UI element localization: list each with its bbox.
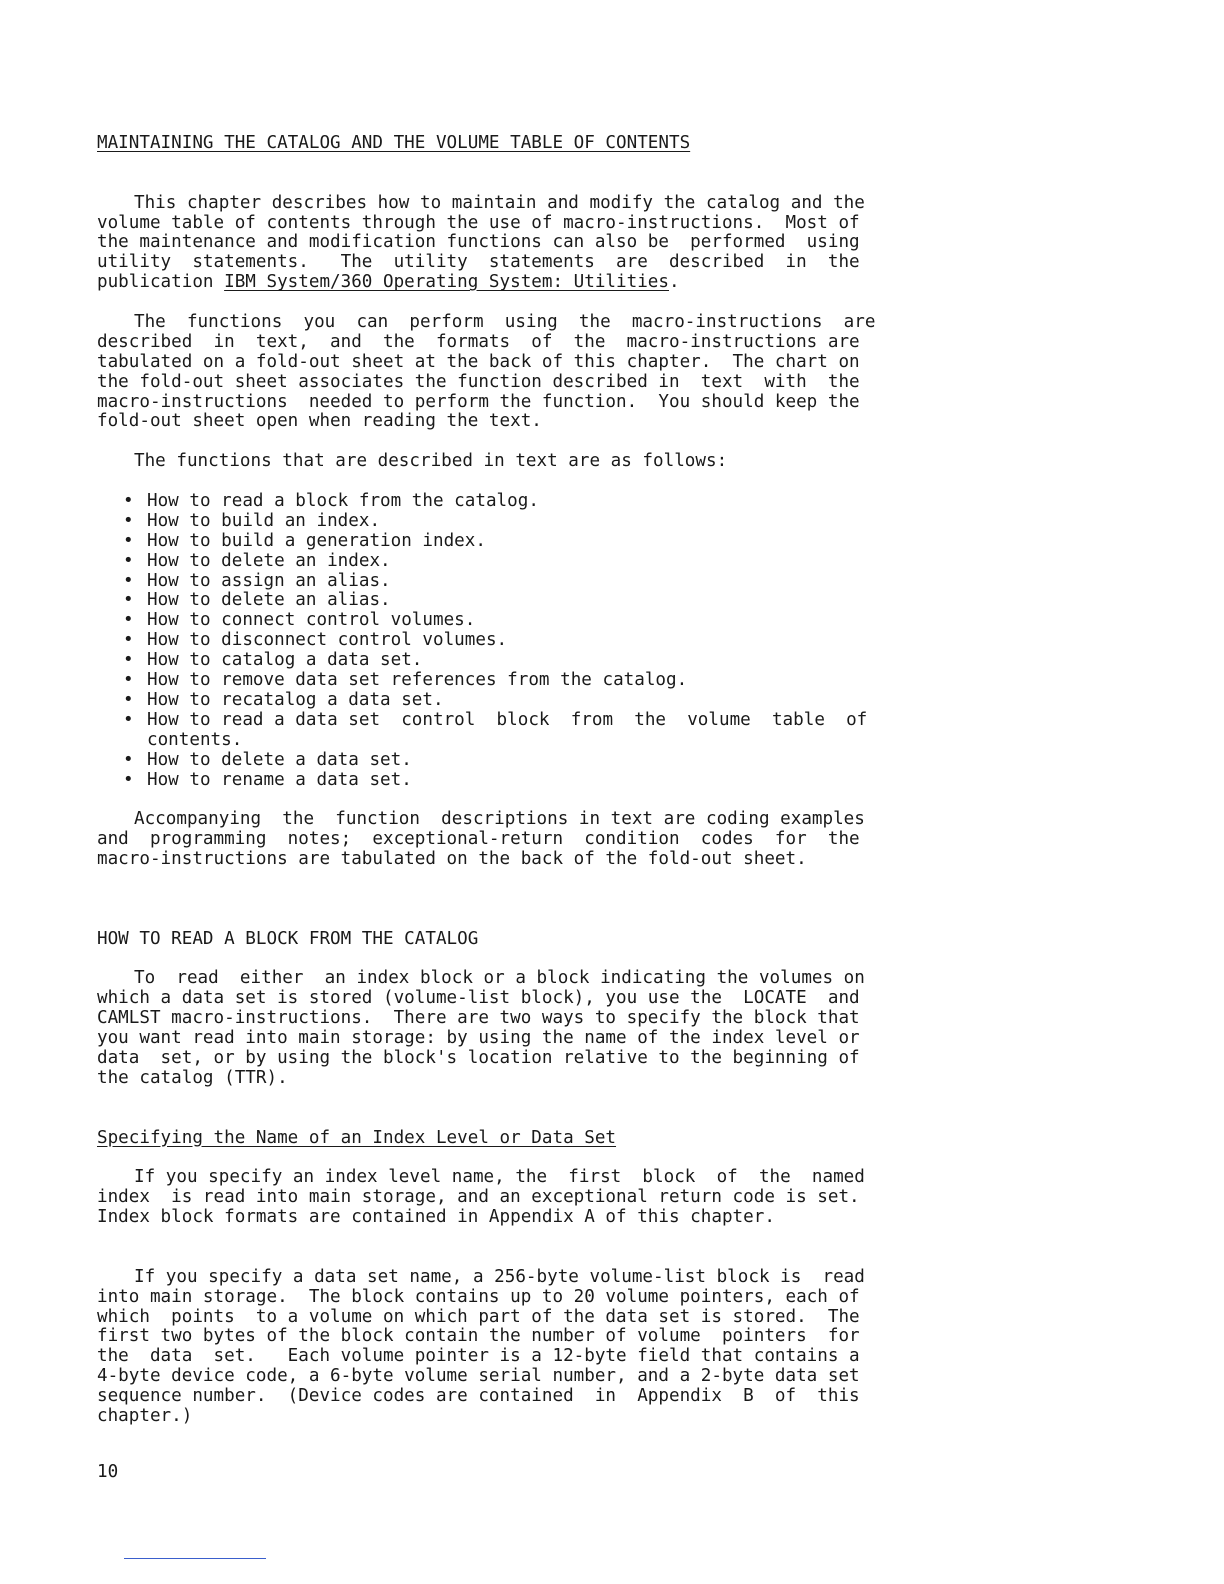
list-item	[97, 532, 970, 552]
list-item	[97, 611, 970, 631]
bullet-icon: •	[123, 610, 134, 631]
text-line: macro-instructions needed to perform the function. You should keep the	[97, 391, 860, 412]
list-item-text: How to build a generation index.	[147, 530, 486, 551]
section-heading: HOW TO READ A BLOCK FROM THE CATALOG	[97, 928, 479, 949]
text-line: described in text, and the formats of the macro-instructions are	[97, 331, 860, 352]
text-line: Accompanying the function descriptions in text are coding examples	[134, 809, 865, 830]
list-item	[97, 591, 970, 611]
bullet-icon: •	[123, 670, 134, 691]
text-span: publication	[97, 272, 225, 293]
text-line: the fold-out sheet associates the function described in text with the	[97, 371, 860, 392]
list-item	[97, 771, 970, 791]
text-line: volume table of contents through the use of macro-instructions. Most of	[97, 212, 860, 233]
list-item-text: How to catalog a data set.	[147, 650, 423, 671]
list-item	[97, 651, 970, 671]
text-line: sequence number. (Device codes are contained in Appendix B of this	[97, 1386, 860, 1407]
bullet-icon: •	[123, 769, 134, 790]
list-item-text: How to recatalog a data set.	[147, 689, 444, 710]
bullet-icon: •	[123, 570, 134, 591]
functions-list	[97, 492, 970, 790]
bullet-icon: •	[123, 709, 134, 730]
text-line: into main storage. The block contains up to 20 volume pointers, each of	[97, 1286, 860, 1307]
list-item	[97, 572, 970, 592]
text-line: and programming notes; exceptional-return condition codes for the	[97, 829, 860, 850]
bullet-icon: •	[123, 510, 134, 531]
accompany-paragraph	[97, 810, 970, 870]
text-line: index is read into main storage, and an exceptional return code is set.	[97, 1187, 860, 1208]
page-body	[97, 134, 970, 1427]
list-item	[97, 711, 970, 731]
text-line: macro-instructions are tabulated on the back of the fold-out sheet.	[97, 849, 807, 870]
list-item	[97, 492, 970, 512]
text-line: you want read into main storage: by using the name of the index level or	[97, 1028, 860, 1049]
text-line: The functions you can perform using the macro-instructions are	[134, 312, 876, 333]
text-line: which a data set is stored (volume-list block), you use the LOCATE and	[97, 988, 860, 1009]
text-line: the data set. Each volume pointer is a 12-byte field that contains a	[97, 1346, 860, 1367]
bullet-icon: •	[123, 491, 134, 512]
text-line: If you specify a data set name, a 256-byte volume-list block is read	[134, 1266, 865, 1287]
bullet-icon: •	[123, 749, 134, 770]
subsection-heading: Specifying the Name of an Index Level or Data Set	[97, 1127, 617, 1148]
bullet-icon: •	[123, 590, 134, 611]
text-line: To read either an index block or a block indicating the volumes on	[134, 968, 865, 989]
page-number: 10	[97, 1462, 119, 1482]
list-item-text: How to read a block from the catalog.	[147, 491, 539, 512]
intro-paragraph	[97, 194, 970, 293]
text-line: 4-byte device code, a 6-byte volume serial number, and a 2-byte data set	[97, 1366, 860, 1387]
list-item	[97, 512, 970, 532]
list-item-text: How to remove data set references from the catalog.	[147, 670, 688, 691]
list-item	[97, 552, 970, 572]
text-line: chapter.)	[97, 1406, 193, 1426]
text-line: tabulated on a fold-out sheet at the back of this chapter. The chart on	[97, 351, 860, 372]
text-line: data set, or by using the block's location relative to the beginning of	[97, 1047, 860, 1068]
list-item-text: How to assign an alias.	[147, 570, 391, 591]
text-line: the catalog (TTR).	[97, 1067, 288, 1088]
index-name-paragraph	[97, 1168, 970, 1228]
text-line: which points to a volume on which part of the data set is stored. The	[97, 1306, 860, 1327]
functions-paragraph	[97, 313, 970, 432]
list-item-text: How to delete an index.	[147, 550, 391, 571]
text-line: This chapter describes how to maintain and modify the catalog and the	[134, 192, 865, 213]
text-span: .	[669, 272, 680, 293]
bullet-icon: •	[123, 689, 134, 710]
list-item-continuation: contents.	[147, 729, 243, 750]
list-item-text: How to rename a data set.	[147, 769, 412, 790]
chapter-heading: MAINTAINING THE CATALOG AND THE VOLUME TABLE OF CONTENTS	[97, 133, 691, 153]
list-item-text: How to build an index.	[147, 510, 381, 531]
bullet-icon: •	[123, 530, 134, 551]
list-item-text: How to connect control volumes.	[147, 610, 476, 631]
list-item-text: How to read a data set control block from the volume table of	[147, 709, 868, 730]
list-item	[97, 671, 970, 691]
list-item	[97, 631, 970, 651]
bullet-icon: •	[123, 630, 134, 651]
footer-rule	[124, 1558, 266, 1559]
text-line	[97, 273, 970, 293]
bullet-icon: •	[123, 550, 134, 571]
text-line: the maintenance and modification functions can also be performed using	[97, 232, 860, 253]
text-line: fold-out sheet open when reading the text.	[97, 411, 542, 432]
read-block-paragraph	[97, 969, 970, 1088]
text-line: first two bytes of the block contain the number of volume pointers for	[97, 1326, 860, 1347]
list-item-text: How to delete an alias.	[147, 590, 391, 611]
list-item	[97, 691, 970, 711]
bullet-icon: •	[123, 650, 134, 671]
list-intro: The functions that are described in text are as follows:	[134, 451, 728, 472]
list-item-text: How to disconnect control volumes.	[147, 630, 508, 651]
text-line: Index block formats are contained in Appendix A of this chapter.	[97, 1207, 775, 1228]
list-item	[97, 751, 970, 771]
text-line: utility statements. The utility statements are described in the	[97, 252, 860, 273]
list-item-text: How to delete a data set.	[147, 749, 412, 770]
text-line: CAMLST macro-instructions. There are two ways to specify the block that	[97, 1008, 860, 1029]
dataset-name-paragraph	[97, 1268, 970, 1427]
publication-title: IBM System/360 Operating System: Utilities	[224, 272, 669, 293]
text-line: If you specify an index level name, the first block of the named	[134, 1167, 865, 1188]
